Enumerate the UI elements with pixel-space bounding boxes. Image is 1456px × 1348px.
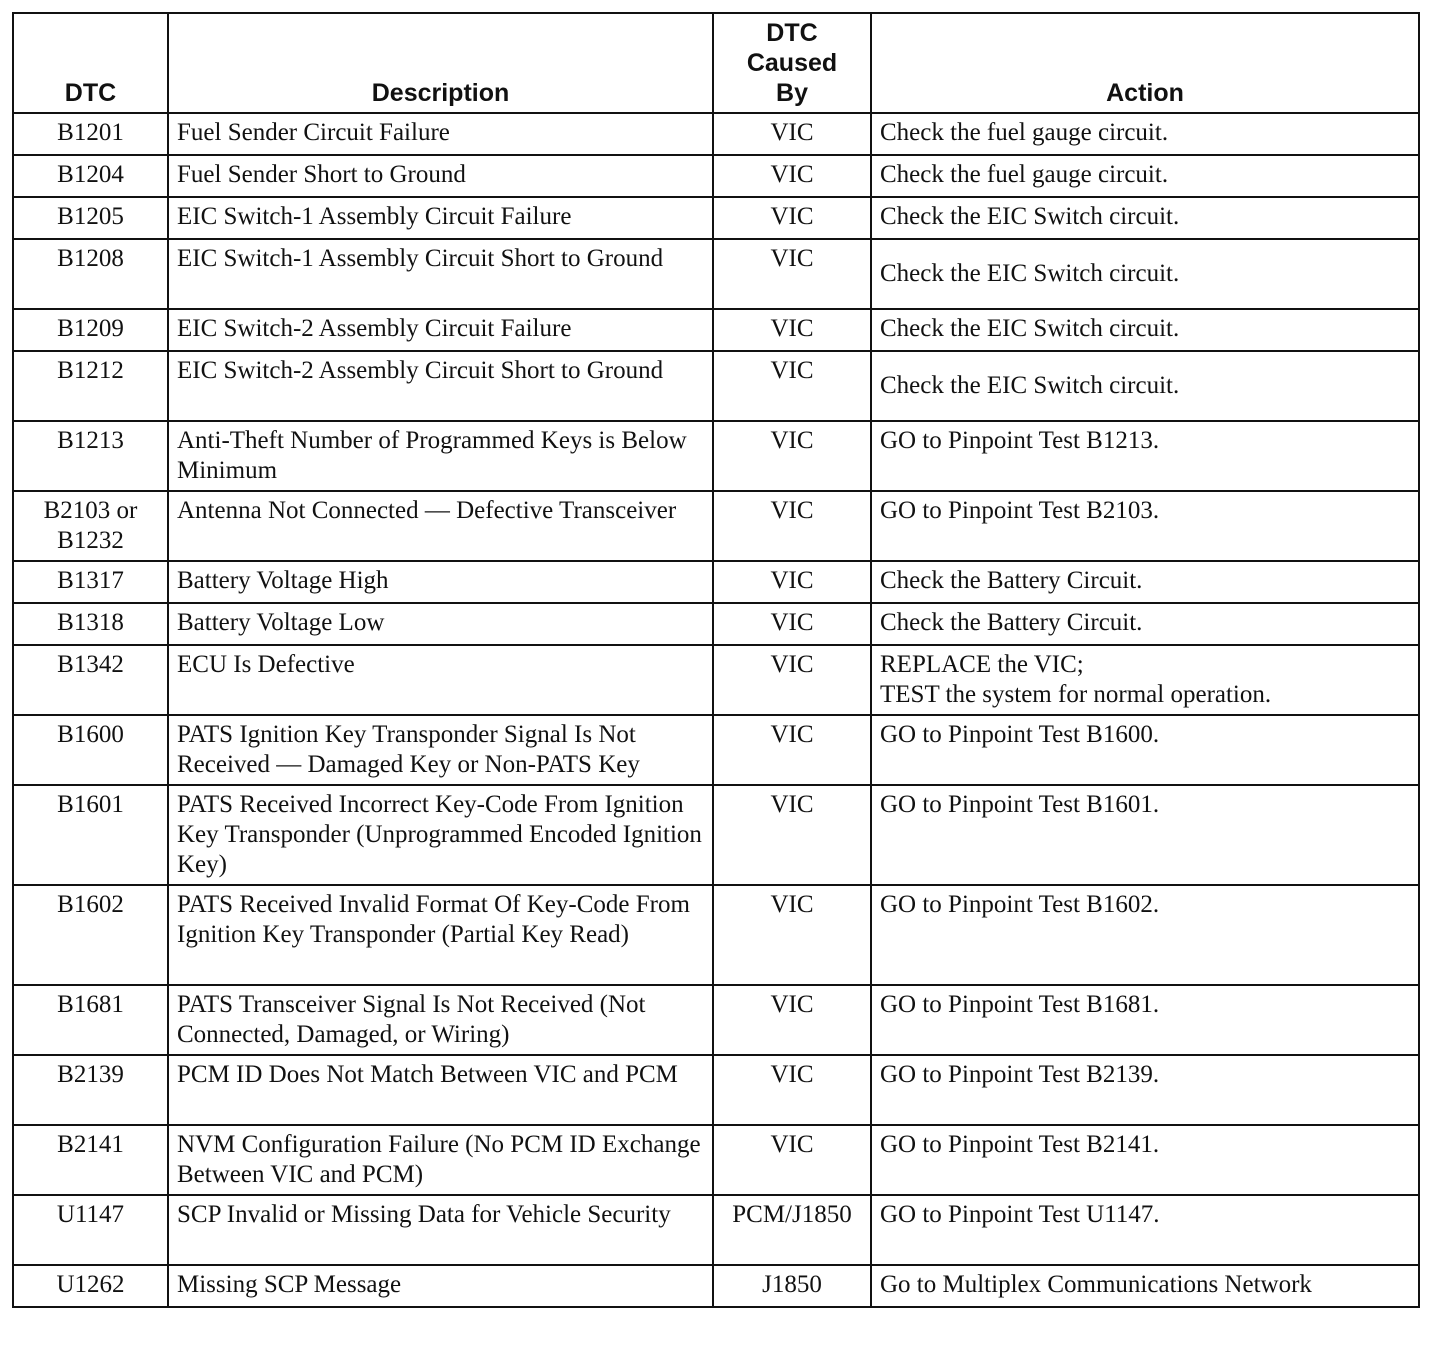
- dtc-action: GO to Pinpoint Test B1600.: [871, 715, 1419, 785]
- dtc-code: B1212: [13, 351, 168, 421]
- dtc-description: EIC Switch-2 Assembly Circuit Failure: [168, 309, 713, 351]
- dtc-action: GO to Pinpoint Test B2103.: [871, 491, 1419, 561]
- dtc-caused-by: VIC: [713, 491, 871, 561]
- table-row: [13, 309, 1419, 351]
- dtc-caused-by: J1850: [713, 1265, 871, 1307]
- dtc-action: Check the fuel gauge circuit.: [871, 155, 1419, 197]
- table-row: [13, 985, 1419, 1055]
- dtc-caused-by: PCM/J1850: [713, 1195, 871, 1265]
- dtc-code: B1209: [13, 309, 168, 351]
- table-row: [13, 155, 1419, 197]
- dtc-description: PCM ID Does Not Match Between VIC and PCM: [168, 1055, 713, 1125]
- header-description: Description: [168, 13, 713, 113]
- dtc-code: U1147: [13, 1195, 168, 1265]
- dtc-action: Go to Multiplex Communications Network: [871, 1265, 1419, 1307]
- table-row: [13, 1125, 1419, 1195]
- table-body: [13, 113, 1419, 1307]
- dtc-caused-by: VIC: [713, 155, 871, 197]
- dtc-action-line: TEST the system for normal operation.: [880, 681, 1272, 708]
- dtc-description: NVM Configuration Failure (No PCM ID Exchange Between VIC and PCM): [168, 1125, 713, 1195]
- dtc-caused-by: VIC: [713, 985, 871, 1055]
- dtc-action: Check the fuel gauge circuit.: [871, 113, 1419, 155]
- dtc-code: B1201: [13, 113, 168, 155]
- dtc-table: [12, 12, 1420, 1308]
- header-action: Action: [871, 13, 1419, 113]
- table-row: [13, 197, 1419, 239]
- dtc-action: GO to Pinpoint Test B1681.: [871, 985, 1419, 1055]
- dtc-description: PATS Transceiver Signal Is Not Received (Not Connected, Damaged, or Wiring): [168, 985, 713, 1055]
- table-row: [13, 715, 1419, 785]
- dtc-code: U1262: [13, 1265, 168, 1307]
- dtc-description: SCP Invalid or Missing Data for Vehicle Security: [168, 1195, 713, 1265]
- dtc-description: Fuel Sender Short to Ground: [168, 155, 713, 197]
- dtc-action: Check the Battery Circuit.: [871, 603, 1419, 645]
- dtc-description: PATS Received Invalid Format Of Key-Code From Ignition Key Transponder (Partial Key Read): [168, 885, 713, 985]
- dtc-code: B1602: [13, 885, 168, 985]
- header-caused-by-line: DTC: [766, 19, 818, 47]
- dtc-code-line: B2103 or: [43, 497, 138, 524]
- dtc-caused-by: VIC: [713, 309, 871, 351]
- dtc-caused-by: VIC: [713, 1055, 871, 1125]
- dtc-caused-by: VIC: [713, 239, 871, 309]
- dtc-caused-by: VIC: [713, 785, 871, 885]
- dtc-caused-by: VIC: [713, 421, 871, 491]
- dtc-caused-by: VIC: [713, 351, 871, 421]
- dtc-action: GO to Pinpoint Test U1147.: [871, 1195, 1419, 1265]
- dtc-description: Anti-Theft Number of Programmed Keys is Below Minimum: [168, 421, 713, 491]
- dtc-caused-by: VIC: [713, 1125, 871, 1195]
- table-row: [13, 421, 1419, 491]
- dtc-code: B1601: [13, 785, 168, 885]
- table-row: [13, 113, 1419, 155]
- table-row: [13, 351, 1419, 421]
- dtc-code: B1204: [13, 155, 168, 197]
- header-row: [13, 13, 1419, 113]
- dtc-action: GO to Pinpoint Test B2139.: [871, 1055, 1419, 1125]
- table-row: [13, 561, 1419, 603]
- dtc-code: B1600: [13, 715, 168, 785]
- dtc-action: Check the EIC Switch circuit.: [871, 197, 1419, 239]
- dtc-description: ECU Is Defective: [168, 645, 713, 715]
- dtc-action: GO to Pinpoint Test B2141.: [871, 1125, 1419, 1195]
- dtc-description: Antenna Not Connected — Defective Transceiver: [168, 491, 713, 561]
- dtc-code: B1681: [13, 985, 168, 1055]
- dtc-code: B1342: [13, 645, 168, 715]
- dtc-description: Battery Voltage High: [168, 561, 713, 603]
- header-caused-by-line: By: [776, 79, 808, 107]
- dtc-caused-by: VIC: [713, 197, 871, 239]
- dtc-description: Battery Voltage Low: [168, 603, 713, 645]
- table-row: [13, 603, 1419, 645]
- dtc-description: Missing SCP Message: [168, 1265, 713, 1307]
- dtc-code: B1213: [13, 421, 168, 491]
- dtc-action: GO to Pinpoint Test B1602.: [871, 885, 1419, 985]
- dtc-action-line: REPLACE the VIC;: [880, 651, 1084, 678]
- dtc-action: Check the EIC Switch circuit.: [871, 309, 1419, 351]
- dtc-code: [13, 491, 168, 561]
- dtc-description: EIC Switch-2 Assembly Circuit Short to Ground: [168, 351, 713, 421]
- dtc-code: B2141: [13, 1125, 168, 1195]
- table-row: [13, 645, 1419, 715]
- dtc-caused-by: VIC: [713, 645, 871, 715]
- dtc-code: B1318: [13, 603, 168, 645]
- dtc-description: EIC Switch-1 Assembly Circuit Failure: [168, 197, 713, 239]
- dtc-caused-by: VIC: [713, 561, 871, 603]
- dtc-description: EIC Switch-1 Assembly Circuit Short to Ground: [168, 239, 713, 309]
- dtc-caused-by: VIC: [713, 113, 871, 155]
- dtc-action: Check the Battery Circuit.: [871, 561, 1419, 603]
- table-row: [13, 1195, 1419, 1265]
- table-row: [13, 239, 1419, 309]
- table-row: [13, 491, 1419, 561]
- table-row: [13, 785, 1419, 885]
- dtc-code: B1317: [13, 561, 168, 603]
- dtc-action: GO to Pinpoint Test B1601.: [871, 785, 1419, 885]
- dtc-action: Check the EIC Switch circuit.: [871, 239, 1419, 309]
- dtc-code: B2139: [13, 1055, 168, 1125]
- dtc-description: PATS Ignition Key Transponder Signal Is Not Received — Damaged Key or Non-PATS Key: [168, 715, 713, 785]
- dtc-description: PATS Received Incorrect Key-Code From Ignition Key Transponder (Unprogrammed Encoded Ignition Key): [168, 785, 713, 885]
- dtc-action: [871, 645, 1419, 715]
- dtc-action: Check the EIC Switch circuit.: [871, 351, 1419, 421]
- header-caused-by-line: Caused: [746, 49, 838, 77]
- header-dtc: DTC: [13, 13, 168, 113]
- table-row: [13, 1265, 1419, 1307]
- dtc-description: Fuel Sender Circuit Failure: [168, 113, 713, 155]
- dtc-code: B1208: [13, 239, 168, 309]
- table-row: [13, 1055, 1419, 1125]
- dtc-caused-by: VIC: [713, 715, 871, 785]
- dtc-code-line: B1232: [57, 527, 124, 554]
- header-caused-by: [713, 13, 871, 113]
- dtc-action: GO to Pinpoint Test B1213.: [871, 421, 1419, 491]
- table-row: [13, 885, 1419, 985]
- dtc-caused-by: VIC: [713, 885, 871, 985]
- dtc-caused-by: VIC: [713, 603, 871, 645]
- dtc-code: B1205: [13, 197, 168, 239]
